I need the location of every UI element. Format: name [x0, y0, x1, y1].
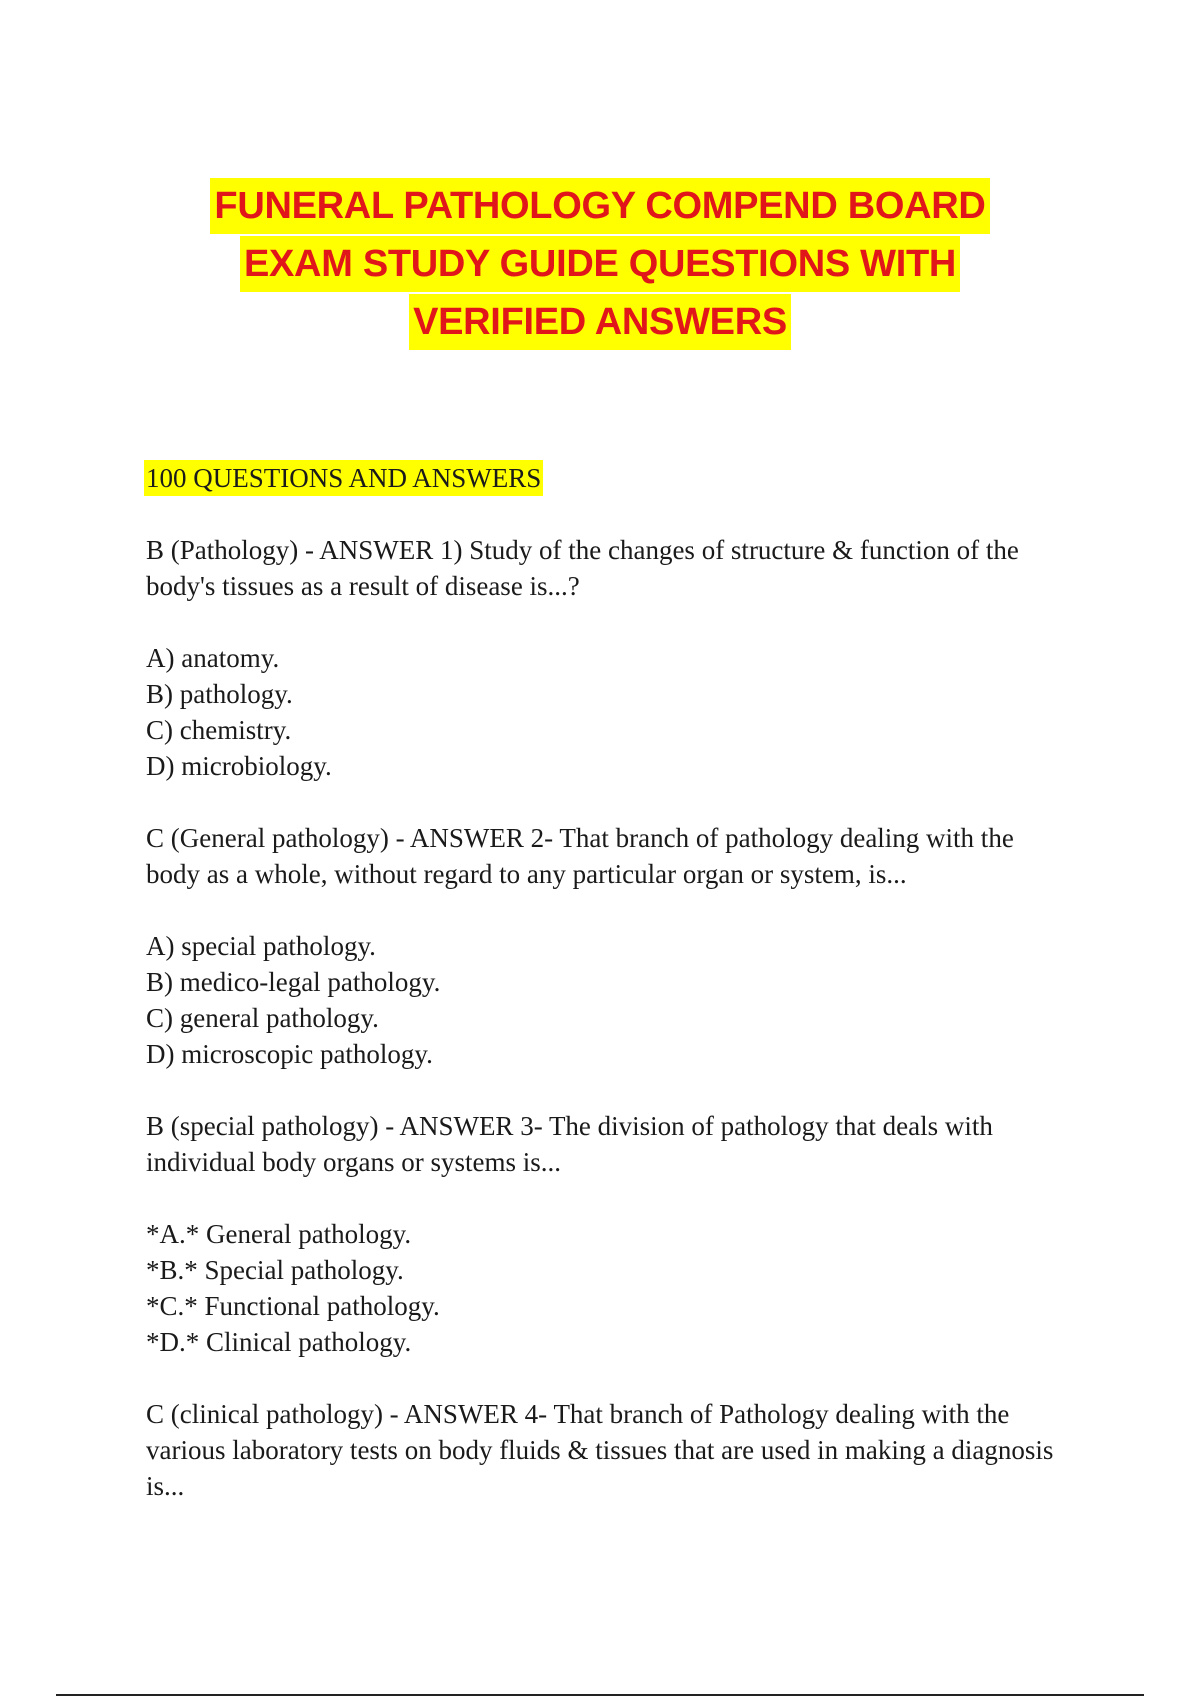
- answer-option: C) general pathology.: [146, 1003, 379, 1033]
- answer-option: B) pathology.: [146, 679, 293, 709]
- question-block-3: [146, 1108, 1066, 1360]
- answer-option: A) special pathology.: [146, 931, 376, 961]
- question-block-2: [146, 820, 1066, 1072]
- answer-option: *A.* General pathology.: [146, 1219, 412, 1249]
- answer-option: D) microbiology.: [146, 751, 332, 781]
- question-block-4: [146, 1396, 1066, 1504]
- title-line-1: FUNERAL PATHOLOGY COMPEND BOARD: [210, 178, 989, 234]
- answer-option: *B.* Special pathology.: [146, 1255, 404, 1285]
- answer-option: A) anatomy.: [146, 643, 280, 673]
- document-body: [146, 460, 1066, 1504]
- answer-option: *C.* Functional pathology.: [146, 1291, 440, 1321]
- answer-option: B) medico-legal pathology.: [146, 967, 441, 997]
- question-text: C (General pathology) - ANSWER 2- That branch of pathology dealing with the body as a whole, without regard to any particular organ or system, is...: [146, 823, 1014, 889]
- question-text: B (special pathology) - ANSWER 3- The division of pathology that deals with individual body organs or systems is...: [146, 1111, 993, 1177]
- question-text: C (clinical pathology) - ANSWER 4- That branch of Pathology dealing with the various laboratory tests on body fluids & tissues that are used in making a diagnosis is...: [146, 1399, 1054, 1501]
- section-subheading: 100 QUESTIONS AND ANSWERS: [144, 460, 543, 496]
- answer-option: C) chemistry.: [146, 715, 292, 745]
- page-bottom-divider: [56, 1694, 1144, 1696]
- document-title: [0, 178, 1200, 352]
- title-line-2: EXAM STUDY GUIDE QUESTIONS WITH: [240, 236, 960, 292]
- title-line-3: VERIFIED ANSWERS: [409, 294, 791, 350]
- answer-option: D) microscopic pathology.: [146, 1039, 433, 1069]
- question-block-1: [146, 532, 1066, 784]
- question-text: B (Pathology) - ANSWER 1) Study of the changes of structure & function of the body's tissues as a result of disease is...?: [146, 535, 1019, 601]
- answer-option: *D.* Clinical pathology.: [146, 1327, 412, 1357]
